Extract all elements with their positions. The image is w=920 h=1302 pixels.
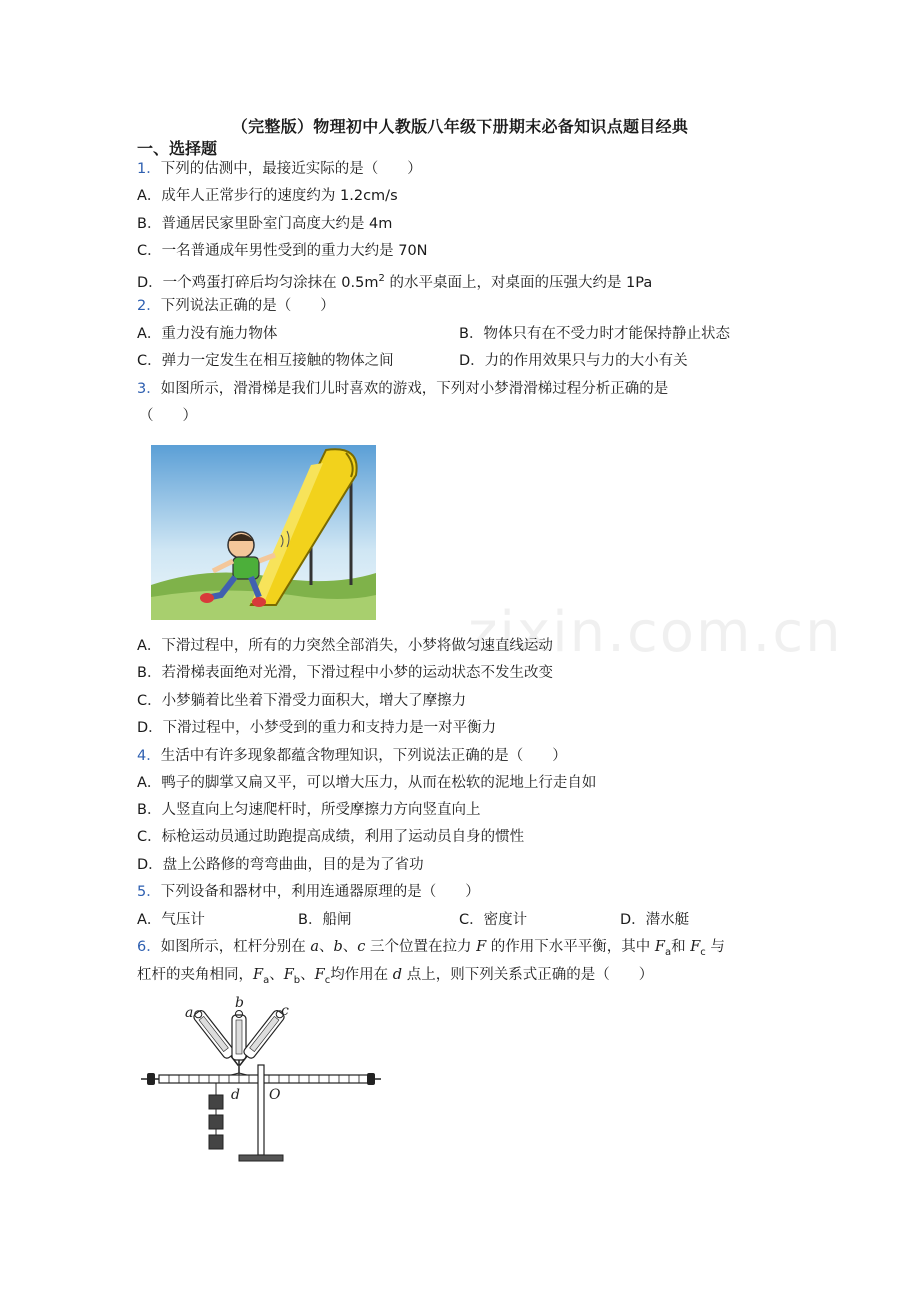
variable-f: F [476, 939, 487, 955]
q1-option-c: C．一名普通成年男性受到的重力大约是 70N [137, 243, 428, 259]
question-text: 下列的估测中，最接近实际的是（ ） [160, 161, 422, 177]
q2-option-a: A．重力没有施力物体 [137, 326, 278, 342]
question-text: 杠杆的夹角相同， [137, 967, 253, 983]
force-symbol: F [690, 939, 701, 955]
lever-diagram [139, 995, 384, 1170]
q2-option-c: C．弹力一定发生在相互接触的物体之间 [137, 353, 394, 369]
q3-option-d: D．下滑过程中，小梦受到的重力和支持力是一对平衡力 [137, 720, 497, 736]
label-d: d [231, 1087, 240, 1103]
question-6-stem-line2 [137, 965, 653, 991]
separator: 、 [319, 939, 334, 955]
question-text: 与 [705, 939, 725, 955]
separator: 、 [269, 967, 284, 983]
question-text: 的作用下水平平衡，其中 [486, 939, 655, 955]
q2-option-d: D．力的作用效果只与力的大小有关 [459, 353, 688, 369]
question-number: 3． [137, 381, 161, 397]
label-a: a [185, 1005, 194, 1021]
question-3-bracket: （ ） [139, 408, 197, 424]
variable-b: b [333, 939, 343, 955]
question-number: 2． [137, 298, 161, 314]
question-text: 下列设备和器材中，利用连通器原理的是（ ） [160, 884, 480, 900]
q5-option-b: B．船闸 [298, 912, 352, 928]
force-symbol: F [654, 939, 665, 955]
q4-option-d: D．盘上公路修的弯弯曲曲，目的是为了省功 [137, 857, 424, 873]
label-b: b [235, 995, 244, 1011]
question-number: 1． [137, 161, 161, 177]
subscript: a [664, 946, 672, 958]
label-o: O [269, 1087, 281, 1103]
q3-option-a: A．下滑过程中，所有的力突然全部消失，小梦将做匀速直线运动 [137, 638, 553, 654]
page-title: （完整版）物理初中人教版八年级下册期末必备知识点题目经典 [231, 117, 689, 136]
separator: 、 [342, 939, 358, 955]
question-4-stem [137, 746, 567, 766]
force-symbol: F [314, 967, 325, 983]
question-text: 下列说法正确的是（ ） [160, 298, 335, 314]
question-text: 生活中有许多现象都蕴含物理知识，下列说法正确的是（ ） [160, 748, 567, 764]
q4-option-c: C．标枪运动员通过助跑提高成绩，利用了运动员自身的惯性 [137, 829, 525, 845]
force-symbol: F [283, 967, 294, 983]
separator: 、 [300, 967, 315, 983]
section-heading: 一、选择题 [137, 139, 218, 158]
question-text: 点上，则下列关系式正确的是（ ） [402, 967, 654, 983]
q1-option-d [137, 269, 652, 293]
superscript: 2 [378, 273, 385, 284]
watermark: zixin.com.cn [468, 600, 843, 665]
question-3-stem [137, 379, 668, 399]
label-c: c [281, 1003, 289, 1019]
subscript: b [293, 974, 301, 986]
q4-option-b: B．人竖直向上匀速爬杆时，所受摩擦力方向竖直向上 [137, 802, 481, 818]
option-text: 的水平桌面上，对桌面的压强大约是 1Pa [384, 274, 653, 291]
question-text: 如图所示，滑滑梯是我们儿时喜欢的游戏，下列对小梦滑滑梯过程分析正确的是 [160, 381, 669, 397]
question-2-stem [137, 296, 335, 316]
variable-a: a [310, 939, 319, 955]
question-6-stem [137, 937, 725, 963]
question-1-stem [137, 159, 422, 179]
q3-option-c: C．小梦躺着比坐着下滑受力面积大，增大了摩擦力 [137, 693, 467, 709]
subscript: c [324, 974, 331, 986]
subscript: a [263, 974, 270, 986]
variable-d: d [392, 967, 403, 983]
question-number: 5． [137, 884, 161, 900]
question-text: 和 [671, 939, 691, 955]
question-5-stem [137, 882, 480, 902]
force-symbol: F [253, 967, 264, 983]
q2-option-b: B．物体只有在不受力时才能保持静止状态 [459, 326, 730, 342]
subscript: c [700, 946, 706, 958]
q5-option-c: C．密度计 [459, 912, 528, 928]
slide-illustration [151, 445, 376, 620]
variable-c: c [357, 939, 366, 955]
q3-option-b: B．若滑梯表面绝对光滑，下滑过程中小梦的运动状态不发生改变 [137, 665, 553, 681]
q1-option-b: B．普通居民家里卧室门高度大约是 4m [137, 216, 393, 232]
question-number: 6． [137, 939, 161, 955]
option-text: D．一个鸡蛋打碎后均匀涂抹在 0.5m [137, 274, 379, 291]
q1-option-a: A．成年人正常步行的速度约为 1.2cm/s [137, 188, 398, 204]
question-text: 均作用在 [330, 967, 393, 983]
question-text: 如图所示，杠杆分别在 [160, 939, 311, 955]
q5-option-a: A．气压计 [137, 912, 205, 928]
question-number: 4． [137, 748, 161, 764]
q5-option-d: D．潜水艇 [620, 912, 690, 928]
q4-option-a: A．鸭子的脚掌又扁又平，可以增大压力，从而在松软的泥地上行走自如 [137, 775, 597, 791]
question-text: 三个位置在拉力 [365, 939, 477, 955]
